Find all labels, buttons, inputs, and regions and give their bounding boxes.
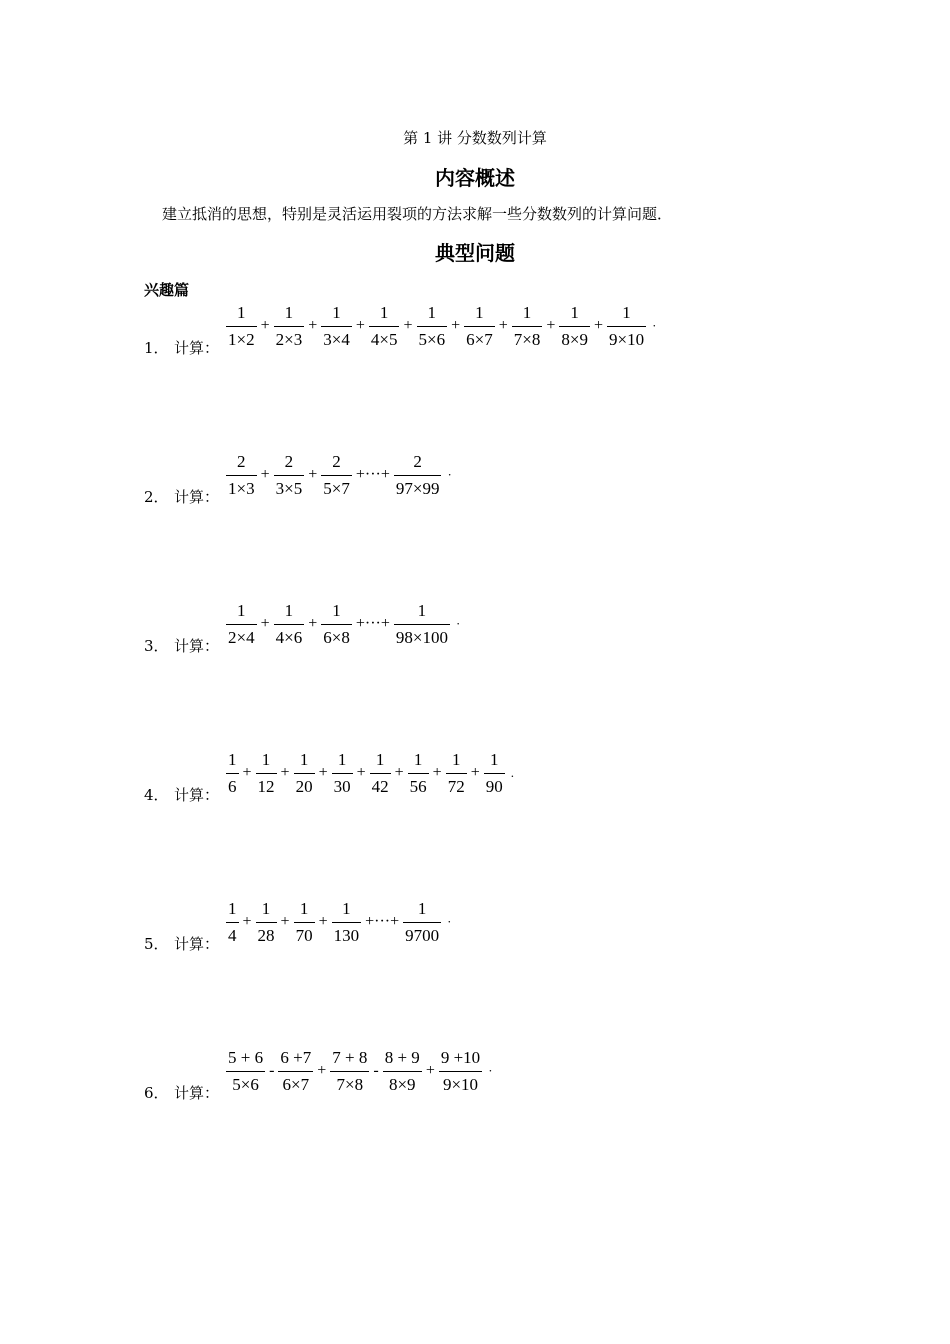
numerator: 2 [284,451,294,471]
problem-4 [144,745,904,805]
fraction [370,749,391,798]
denominator: 1×3 [228,478,255,498]
fraction [274,600,305,649]
numerator: 1 [489,749,499,769]
numerator: 1 [332,302,341,322]
numerator: 1 [261,898,271,918]
denominator: 4×6 [275,627,303,647]
numerator: 1 [237,600,246,620]
fraction-bar [321,624,352,625]
terminal-mark: . [510,765,514,780]
fraction-bar [226,624,257,625]
problem-1 [144,298,904,358]
denominator: 4 [228,925,237,945]
fraction-bar [321,326,352,327]
fraction-bar [226,773,239,774]
fraction [369,302,400,351]
numerator: 2 [237,451,246,471]
problem-prefix: 计算： [174,1084,220,1102]
problems-heading: 典型问题 [435,241,515,265]
numerator: 1 [332,600,341,620]
fraction-bar [294,922,315,923]
fraction-bar [332,922,362,923]
math-expression [224,298,656,354]
fraction [439,1047,482,1096]
denominator: 1×2 [228,329,255,349]
operator: + [280,913,290,930]
problem-label [144,337,219,358]
denominator: 6×7 [282,1074,310,1094]
terminal-mark: · [455,616,461,631]
fraction [408,749,429,798]
denominator: 2×3 [275,329,303,349]
denominator: 30 [333,776,351,796]
operator: + [355,317,365,334]
fraction [226,1047,265,1096]
operator: + [425,1062,435,1079]
problem-label [144,1082,219,1103]
fraction [394,451,442,500]
fraction [321,451,352,500]
operator: + [242,764,252,781]
operator: + [432,764,442,781]
denominator: 97×99 [395,478,440,498]
operator: + [242,913,252,930]
fraction-bar [439,1071,482,1072]
fraction [226,600,257,649]
fraction [446,749,467,798]
fraction [394,600,450,649]
fraction [383,1047,422,1096]
operator: + [394,764,404,781]
math-expression [224,447,452,503]
operator: - [373,1062,379,1079]
lecture-title: 第 1 讲 分数数列计算 [403,129,547,147]
problem-prefix: 计算： [174,488,220,506]
fraction [330,1047,369,1096]
fraction-bar [274,326,305,327]
problem-number: 3． [144,637,169,655]
operator: + [470,764,480,781]
math-expression [224,1043,493,1099]
problem-prefix: 计算： [174,339,220,357]
fraction [332,898,362,947]
numerator: 9 +10 [440,1047,481,1067]
denominator: 12 [257,776,275,796]
problem-5 [144,894,904,954]
math-expression [224,745,514,801]
operator: + [317,1062,327,1079]
denominator: 72 [447,776,465,796]
fraction [294,749,315,798]
operator: +···+ [355,615,390,632]
fraction [464,302,495,351]
problem-number: 2． [144,488,169,506]
fraction-bar [370,773,391,774]
denominator: 6×8 [323,627,350,647]
numerator: 1 [522,302,532,322]
fraction-bar [226,1071,265,1072]
numerator: 1 [375,749,385,769]
numerator: 1 [237,302,246,322]
numerator: 1 [427,302,437,322]
problem-label [144,486,219,507]
fraction-bar [321,475,352,476]
fraction [294,898,315,947]
fraction-bar [417,326,448,327]
fraction-bar [607,326,646,327]
denominator: 9×10 [609,329,645,349]
operator: + [593,317,603,334]
fraction-bar [394,475,442,476]
fraction-bar [330,1071,369,1072]
numerator: 1 [379,302,389,322]
fraction-bar [369,326,400,327]
fraction [512,302,543,351]
operator: + [403,317,413,334]
fraction-bar [383,1071,422,1072]
operator: + [356,764,366,781]
denominator: 5×6 [232,1074,259,1094]
numerator: 1 [261,749,271,769]
denominator: 8×9 [561,329,588,349]
denominator: 6 [228,776,237,796]
fraction-bar [294,773,315,774]
numerator: 2 [413,451,422,471]
numerator: 1 [417,898,427,918]
fraction [417,302,448,351]
terminal-mark: · [447,914,452,929]
fraction [321,600,352,649]
denominator: 6×7 [466,329,493,349]
denominator: 70 [295,925,313,945]
problem-number: 4． [144,786,169,804]
denominator: 42 [371,776,389,796]
fraction [278,1047,313,1096]
numerator: 1 [342,898,351,918]
numerator: 1 [417,600,427,620]
fraction [256,749,277,798]
denominator: 20 [295,776,313,796]
numerator: 1 [451,749,461,769]
fraction [321,302,352,351]
section-label: 兴趣篇 [144,281,190,299]
numerator: 1 [475,302,484,322]
operator: + [308,317,318,334]
operator: + [546,317,556,334]
denominator: 3×4 [323,329,350,349]
problem-label [144,635,219,656]
operator: + [260,466,270,483]
numerator: 6 +7 [280,1047,312,1067]
fraction [274,451,305,500]
fraction-bar [226,326,257,327]
fraction [226,749,239,798]
numerator: 2 [332,451,341,471]
problem-prefix: 计算： [174,935,220,953]
fraction [484,749,505,798]
problem-label [144,784,219,805]
fraction-bar [226,922,239,923]
denominator: 7×8 [336,1074,364,1094]
numerator: 5 + 6 [228,1047,264,1067]
fraction [559,302,590,351]
terminal-mark: · [652,318,657,333]
fraction [226,898,239,947]
numerator: 1 [299,749,309,769]
denominator: 56 [409,776,427,796]
denominator: 4×5 [370,329,398,349]
fraction-bar [278,1071,313,1072]
denominator: 98×100 [395,627,448,647]
numerator: 1 [284,302,294,322]
problem-label [144,933,219,954]
fraction-bar [394,624,450,625]
operator: + [451,317,461,334]
operator: + [318,764,328,781]
fraction-bar [512,326,543,327]
numerator: 8 + 9 [384,1047,420,1067]
problem-prefix: 计算： [174,637,220,655]
problem-number: 1． [144,339,169,357]
fraction-bar [274,475,305,476]
operator: + [498,317,508,334]
denominator: 90 [485,776,503,796]
fraction [607,302,646,351]
problem-3 [144,596,904,656]
fraction [274,302,305,351]
fraction-bar [464,326,495,327]
denominator: 3×5 [275,478,303,498]
numerator: 1 [337,749,347,769]
operator: + [308,466,318,483]
denominator: 7×8 [513,329,541,349]
fraction [226,302,257,351]
fraction-bar [332,773,353,774]
fraction-bar [256,922,277,923]
numerator: 1 [228,898,237,918]
numerator: 1 [570,302,579,322]
problem-prefix: 计算： [174,786,220,804]
numerator: 1 [228,749,237,769]
operator: + [308,615,318,632]
numerator: 1 [299,898,309,918]
numerator: 1 [413,749,423,769]
fraction [403,898,441,947]
denominator: 9700 [405,925,440,945]
problem-number: 6． [144,1084,169,1102]
operator: + [260,615,270,632]
denominator: 130 [333,925,360,945]
fraction-bar [256,773,277,774]
denominator: 5×7 [323,478,350,498]
fraction-bar [274,624,305,625]
terminal-mark: · [488,1063,493,1078]
fraction [256,898,277,947]
problem-number: 5． [144,935,169,953]
fraction [226,451,257,500]
operator: +···+ [355,466,390,483]
fraction-bar [226,475,257,476]
problem-6 [144,1043,904,1103]
overview-text: 建立抵消的思想，特别是灵活运用裂项的方法求解一些分数数列的计算问题． [162,205,673,223]
operator: + [260,317,270,334]
denominator: 8×9 [388,1074,416,1094]
fraction-bar [446,773,467,774]
overview-heading: 内容概述 [435,166,515,190]
numerator: 1 [622,302,631,322]
numerator: 1 [284,600,294,620]
denominator: 2×4 [228,627,255,647]
fraction-bar [408,773,429,774]
denominator: 28 [257,925,275,945]
fraction-bar [484,773,505,774]
terminal-mark: · [447,467,452,482]
denominator: 9×10 [442,1074,479,1094]
math-expression [224,894,451,950]
denominator: 5×6 [418,329,446,349]
numerator: 7 + 8 [332,1047,368,1067]
fraction-bar [403,922,441,923]
fraction-bar [559,326,590,327]
operator: + [318,913,328,930]
operator: + [280,764,290,781]
operator: +···+ [365,913,400,930]
fraction [332,749,353,798]
problem-2 [144,447,904,507]
operator: - [269,1062,275,1079]
math-expression [224,596,460,652]
